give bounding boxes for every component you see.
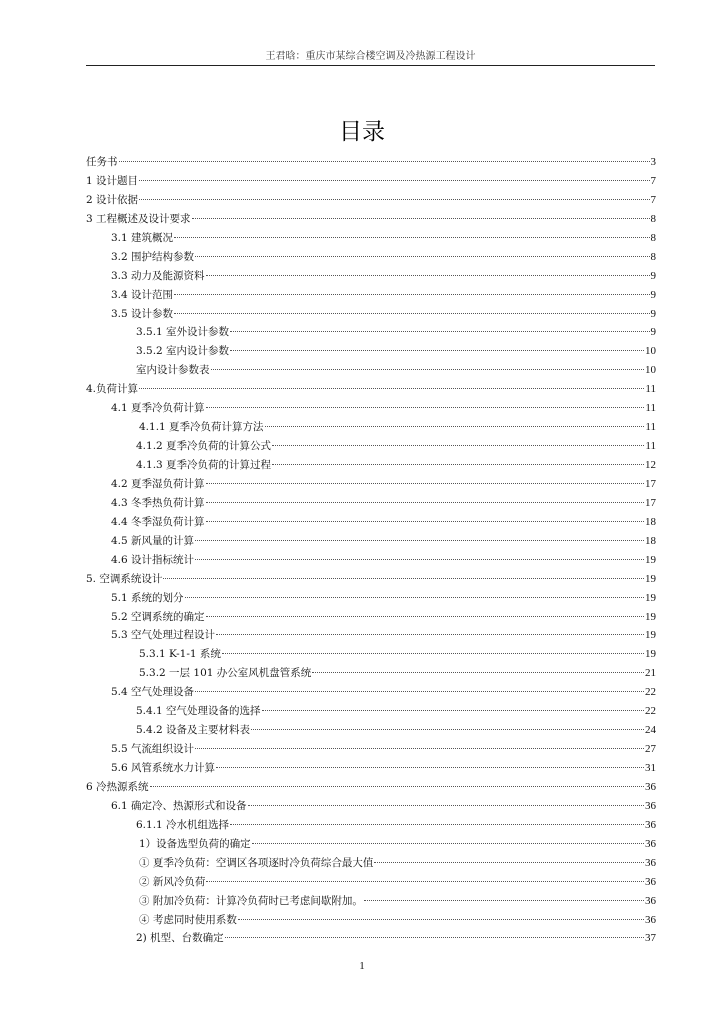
toc-entry-page: 36	[645, 837, 656, 850]
toc-dot-leader	[272, 445, 644, 446]
toc-entry[interactable]	[86, 456, 656, 475]
toc-entry[interactable]	[86, 286, 656, 305]
toc-dot-leader	[195, 540, 644, 541]
toc-entry-label: 1）设备选型负荷的确定	[139, 837, 251, 850]
toc-entry-page: 36	[645, 894, 656, 907]
toc-entry-page: 17	[645, 477, 656, 490]
toc-entry-label: 4.1.3 夏季冷负荷的计算过程	[136, 459, 272, 471]
toc-entry-page: 17	[645, 496, 656, 509]
toc-dot-leader	[230, 350, 644, 351]
toc-dot-leader	[195, 559, 644, 560]
toc-entry-label: 5.5 气流组织设计	[111, 743, 195, 756]
toc-entry-page: 36	[645, 780, 656, 793]
toc-dot-leader	[206, 275, 650, 276]
toc-entry[interactable]	[86, 437, 656, 456]
toc-entry[interactable]	[86, 342, 656, 361]
toc-dot-leader	[206, 483, 644, 484]
toc-entry-label: 5.4.2 设备及主要材料表	[136, 724, 251, 737]
toc-entry[interactable]	[86, 305, 656, 324]
toc-entry[interactable]	[86, 172, 656, 191]
toc-entry-page: 18	[645, 534, 656, 547]
toc-dot-leader	[185, 597, 644, 598]
toc-entry-page: 11	[645, 421, 656, 434]
toc-entry-page: 18	[645, 515, 656, 528]
toc-entry-label: ② 新风冷负荷	[139, 875, 206, 888]
toc-entry[interactable]	[86, 399, 656, 418]
toc-entry[interactable]	[86, 494, 656, 513]
toc-entry-label: 5.3.2 一层 101 办公室风机盘管系统	[139, 667, 312, 680]
toc-dot-leader	[265, 426, 645, 427]
toc-entry-label: 4.1 夏季冷负荷计算	[111, 402, 205, 415]
toc-entry[interactable]	[86, 778, 656, 797]
toc-entry-page: 10	[645, 345, 656, 358]
toc-entry-label: 6 冷热源系统	[86, 780, 149, 793]
table-of-contents	[86, 153, 656, 948]
toc-entry-label: 4.5 新风量的计算	[111, 534, 195, 547]
toc-entry-label: 3.1 建筑概况	[111, 231, 174, 244]
toc-entry-page: 22	[645, 686, 656, 699]
toc-entry[interactable]	[86, 892, 656, 911]
toc-entry-page: 8	[650, 231, 656, 244]
toc-entry-label: ① 夏季冷负荷：空调区各项逐时冷负荷综合最大值	[139, 856, 374, 869]
toc-entry-label: 3.5.2 室内设计参数	[136, 345, 230, 358]
toc-entry-label: 4.负荷计算	[86, 383, 139, 396]
toc-entry-page: 11	[645, 383, 656, 396]
toc-dot-leader	[195, 256, 649, 257]
toc-entry-page: 11	[645, 402, 656, 415]
toc-entry-label: 3.5.1 室外设计参数	[136, 326, 230, 339]
toc-entry[interactable]	[86, 589, 656, 608]
toc-entry-page: 24	[645, 724, 656, 737]
toc-entry[interactable]	[86, 513, 656, 532]
toc-entry[interactable]	[86, 551, 656, 570]
toc-dot-leader	[262, 710, 644, 711]
toc-entry[interactable]	[86, 323, 656, 342]
toc-entry-label: 任务书	[86, 156, 118, 168]
toc-entry-page: 9	[650, 326, 656, 339]
toc-entry[interactable]	[86, 191, 656, 210]
toc-entry-page: 36	[645, 856, 656, 869]
toc-dot-leader	[139, 199, 649, 200]
toc-entry[interactable]	[86, 418, 656, 437]
toc-dot-leader	[174, 237, 649, 238]
toc-entry-page: 36	[645, 875, 656, 888]
toc-entry-page: 37	[645, 932, 656, 945]
toc-entry-label: 4.1.1 夏季冷负荷计算方法	[139, 421, 264, 434]
toc-entry[interactable]	[86, 380, 656, 399]
toc-entry[interactable]	[86, 929, 656, 948]
toc-entry-page: 19	[645, 591, 656, 604]
toc-dot-leader	[222, 653, 644, 654]
toc-entry-page: 19	[645, 629, 656, 642]
toc-entry-page: 7	[650, 174, 656, 187]
toc-entry[interactable]	[86, 570, 656, 589]
toc-entry-page: 9	[650, 307, 656, 320]
page-number: 1	[359, 960, 365, 972]
toc-entry-page: 36	[645, 799, 656, 812]
toc-entry-label: 5.3 空气处理过程设计	[111, 629, 216, 642]
toc-dot-leader	[174, 294, 649, 295]
toc-entry[interactable]	[86, 248, 656, 267]
toc-dot-leader	[174, 313, 649, 314]
toc-entry-label: 3.3 动力及能源资料	[111, 269, 205, 282]
toc-entry[interactable]	[86, 683, 656, 702]
toc-entry-page: 22	[645, 705, 656, 718]
toc-entry[interactable]	[86, 664, 656, 683]
toc-dot-leader	[364, 900, 644, 901]
toc-dot-leader	[238, 919, 644, 920]
toc-dot-leader	[150, 786, 644, 787]
toc-entry[interactable]	[86, 854, 656, 873]
toc-entry-page: 7	[650, 193, 656, 206]
toc-entry-label: ④ 考虑同时使用系数	[139, 913, 237, 926]
toc-entry-label: 4.6 设计指标统计	[111, 553, 195, 566]
toc-dot-leader	[192, 218, 650, 219]
running-header-title: 王君晗：重庆市某综合楼空调及冷热源工程设计	[265, 51, 476, 62]
toc-entry-page: 19	[645, 553, 656, 566]
toc-entry-label: 2) 机型、台数确定	[136, 932, 224, 945]
toc-dot-leader	[206, 521, 644, 522]
toc-dot-leader	[248, 805, 644, 806]
toc-dot-leader	[206, 616, 644, 617]
toc-dot-leader	[163, 578, 644, 579]
toc-entry-page: 19	[645, 610, 656, 623]
toc-dot-leader	[216, 634, 644, 635]
toc-entry-label: 5.4 空气处理设备	[111, 686, 195, 699]
toc-entry-label: 5.4.1 空气处理设备的选择	[136, 705, 261, 718]
toc-entry[interactable]	[86, 797, 656, 816]
toc-entry-label: 1 设计题目	[86, 174, 139, 187]
toc-dot-leader	[230, 331, 649, 332]
toc-entry-label: 4.2 夏季湿负荷计算	[111, 477, 205, 490]
toc-entry[interactable]	[86, 759, 656, 778]
toc-entry-page: 27	[645, 743, 656, 756]
toc-dot-leader	[225, 937, 644, 938]
toc-entry[interactable]	[86, 911, 656, 930]
toc-dot-leader	[251, 729, 644, 730]
toc-entry-label: 5.3.1 K-1-1 系统	[139, 648, 221, 661]
toc-entry[interactable]	[86, 475, 656, 494]
toc-entry-page: 12	[645, 459, 656, 471]
toc-dot-leader	[195, 691, 644, 692]
toc-dot-leader	[216, 767, 644, 768]
toc-entry-label: 3.5 设计参数	[111, 307, 174, 320]
toc-entry-label: 4.1.2 夏季冷负荷的计算公式	[136, 440, 272, 453]
toc-entry[interactable]	[86, 229, 656, 248]
toc-entry[interactable]	[86, 816, 656, 835]
toc-entry[interactable]	[86, 702, 656, 721]
toc-entry[interactable]	[86, 361, 656, 380]
toc-dot-leader	[206, 407, 645, 408]
toc-entry-label: 4.4 冬季湿负荷计算	[111, 515, 205, 528]
toc-dot-leader	[206, 502, 644, 503]
toc-entry[interactable]	[86, 835, 656, 854]
toc-entry-page: 3	[650, 156, 656, 168]
toc-entry-page: 19	[645, 572, 656, 585]
toc-entry-page: 8	[650, 250, 656, 263]
toc-entry[interactable]	[86, 626, 656, 645]
toc-entry-label: 室内设计参数表	[136, 364, 210, 377]
toc-entry[interactable]	[86, 210, 656, 229]
toc-dot-leader	[139, 180, 649, 181]
toc-entry-label: 5.6 风管系统水力计算	[111, 762, 216, 774]
toc-dot-leader	[230, 824, 644, 825]
toc-dot-leader	[195, 748, 644, 749]
toc-entry-page: 36	[645, 913, 656, 926]
running-header	[86, 50, 655, 66]
toc-entry-page: 9	[650, 269, 656, 282]
toc-dot-leader	[139, 388, 644, 389]
toc-entry-page: 21	[645, 667, 656, 680]
toc-entry-page: 19	[645, 648, 656, 661]
toc-entry[interactable]	[86, 740, 656, 759]
toc-entry-label: 5.2 空调系统的确定	[111, 610, 205, 623]
toc-entry[interactable]	[86, 873, 656, 892]
toc-entry-page: 8	[650, 212, 656, 225]
toc-entry-page: 31	[645, 762, 656, 774]
toc-dot-leader	[206, 881, 644, 882]
toc-entry-label: 5. 空调系统设计	[86, 572, 163, 585]
toc-dot-leader	[119, 161, 650, 162]
toc-entry-label: 3.2 围护结构参数	[111, 250, 195, 263]
toc-entry-page: 11	[645, 440, 656, 453]
toc-entry-label: 2 设计依据	[86, 193, 139, 206]
toc-entry[interactable]	[86, 608, 656, 627]
toc-dot-leader	[312, 672, 644, 673]
toc-entry-page: 10	[645, 364, 656, 377]
toc-entry[interactable]	[86, 153, 656, 172]
toc-entry-label: 3 工程概述及设计要求	[86, 212, 191, 225]
toc-entry-page: 9	[650, 288, 656, 301]
toc-entry-label: 5.1 系统的划分	[111, 591, 184, 604]
toc-entry-label: ③ 附加冷负荷：计算冷负荷时已考虑间歇附加。	[139, 894, 363, 907]
toc-entry[interactable]	[86, 532, 656, 551]
toc-entry-label: 6.1 确定冷、热源形式和设备	[111, 799, 247, 812]
toc-dot-leader	[211, 369, 645, 370]
toc-entry-label: 6.1.1 冷水机组选择	[136, 818, 230, 831]
toc-dot-leader	[374, 862, 644, 863]
toc-title: 目录	[339, 119, 385, 145]
toc-dot-leader	[272, 464, 644, 465]
toc-entry[interactable]	[86, 645, 656, 664]
toc-entry-label: 3.4 设计范围	[111, 288, 174, 301]
toc-entry[interactable]	[86, 267, 656, 286]
toc-entry-label: 4.3 冬季热负荷计算	[111, 496, 205, 509]
toc-entry-page: 36	[645, 818, 656, 831]
toc-entry[interactable]	[86, 721, 656, 740]
toc-dot-leader	[252, 843, 644, 844]
